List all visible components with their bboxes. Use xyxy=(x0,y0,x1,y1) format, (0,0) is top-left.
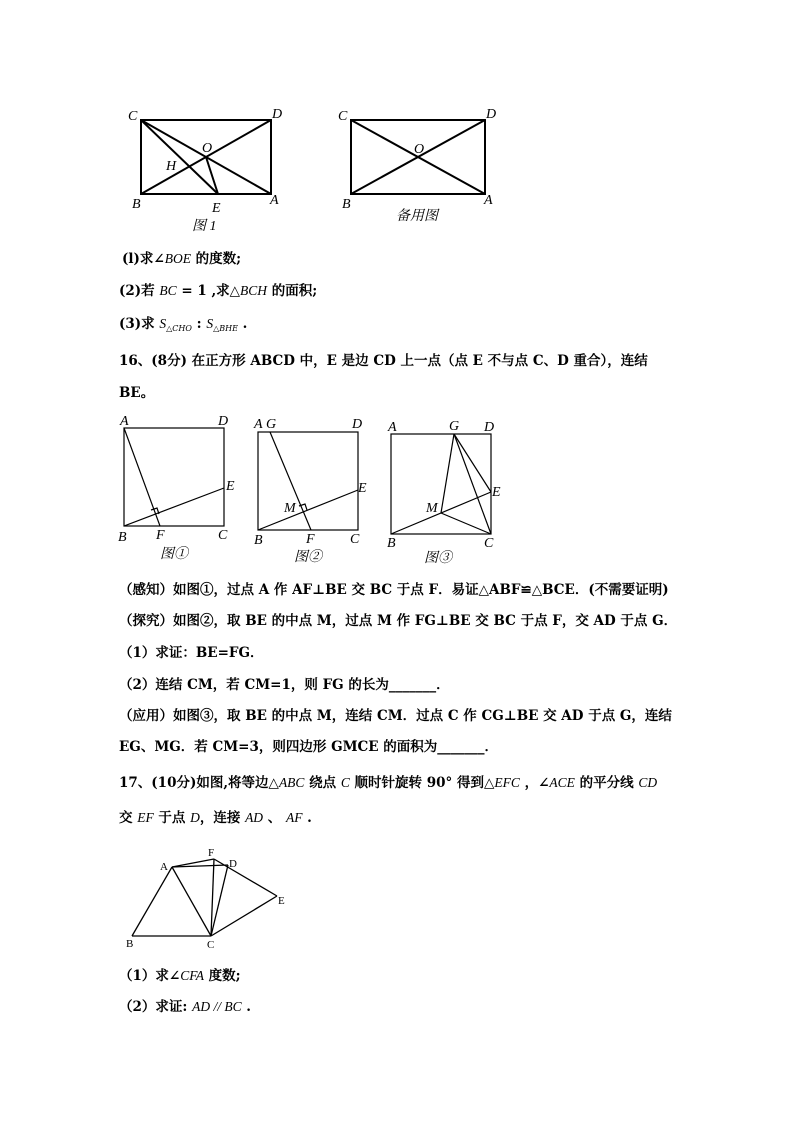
segment-gm xyxy=(441,434,454,513)
q16-figure-2 xyxy=(248,410,383,565)
q17-part1: （1）求∠CFA 度数; xyxy=(119,968,241,984)
figure-spare-caption: 备用图 xyxy=(396,209,438,224)
q15-part2: (2)若 BC = 1 ,求△BCH 的面积; xyxy=(119,283,318,299)
label-c: C xyxy=(207,939,215,951)
q16-title-line1: 16、(8分) 在正方形 ABCD 中，E 是边 CD 上一点（点 E 不与点 C、D 重合），连结 xyxy=(119,353,648,369)
figure-1-caption: 图 1 xyxy=(192,219,217,234)
label-a: A xyxy=(388,420,397,435)
label-a: A xyxy=(120,414,129,429)
q16-figure-1-caption: 图① xyxy=(160,547,188,562)
figure-1-drawing xyxy=(120,100,300,235)
label-m: M xyxy=(284,501,296,516)
q17-part2: （2）求证: AD // BC . xyxy=(119,999,252,1015)
label-e: E xyxy=(226,479,235,494)
square-abcd xyxy=(391,434,491,534)
segment-fe xyxy=(214,859,277,896)
q16-apply-line1: （应用）如图③，取 BE 的中点 M，连结 CM．过点 C 作 CG⊥BE 交 AD 于点 G，连结 xyxy=(119,708,672,724)
label-g: G xyxy=(266,417,277,432)
label-a: A xyxy=(270,193,279,208)
label-b: B xyxy=(132,197,141,212)
q16-figure-1 xyxy=(112,410,242,565)
label-b: B xyxy=(387,536,396,551)
label-d: D xyxy=(484,420,495,435)
q17-figure-drawing xyxy=(120,842,295,952)
q17-figure xyxy=(120,842,295,952)
q16-explore-part2: （2）连结 CM，若 CM=1，则 FG 的长为_______． xyxy=(119,677,450,693)
label-a: A xyxy=(254,417,263,432)
q16-figure-3 xyxy=(382,410,512,570)
label-e: E xyxy=(492,485,501,500)
label-d: D xyxy=(218,414,229,429)
label-e: E xyxy=(278,895,285,907)
label-a: A xyxy=(160,861,168,873)
square-abcd xyxy=(258,432,358,530)
figure-spare-drawing xyxy=(330,100,510,235)
q15-part3: (3)求 $S_{\triangle CHO}$ : $S_{\triangle BHE}$ . xyxy=(119,316,248,333)
q16-figure-2-drawing xyxy=(248,410,383,565)
segment-ac xyxy=(172,867,211,936)
label-e: E xyxy=(212,201,221,216)
label-c: C xyxy=(218,528,228,543)
label-c: C xyxy=(338,109,348,124)
label-h: H xyxy=(166,159,177,174)
label-o: O xyxy=(202,141,213,156)
label-d: D xyxy=(352,417,363,432)
q16-perceive: （感知）如图①，过点 A 作 AF⊥BE 交 BC 于点 F．易证△ABF≌△BCE．(不需要证明) xyxy=(119,582,669,598)
segment-ba xyxy=(132,867,172,936)
figure-1 xyxy=(120,100,300,235)
segment-af xyxy=(124,428,160,526)
label-o: O xyxy=(414,142,425,157)
label-m: M xyxy=(426,501,438,516)
q15-part1: (l)求∠BOE 的度数; xyxy=(122,251,242,267)
segment-mc xyxy=(441,513,491,534)
segment-be xyxy=(124,488,224,526)
label-b: B xyxy=(126,938,134,950)
q16-title-line2: BE。 xyxy=(119,385,155,401)
label-d: D xyxy=(229,858,237,870)
q16-figure-3-caption: 图③ xyxy=(424,551,452,566)
label-c: C xyxy=(350,532,360,547)
figure-spare xyxy=(330,100,510,235)
q16-apply-line2: EG、MG．若 CM=3，则四边形 GMCE 的面积为_______． xyxy=(119,739,499,755)
label-d: D xyxy=(486,107,497,122)
label-b: B xyxy=(342,197,351,212)
square-abcd xyxy=(124,428,224,526)
q16-figure-1-drawing xyxy=(112,410,242,565)
label-b: B xyxy=(254,533,263,548)
label-c: C xyxy=(484,536,494,551)
q17-line1: 17、(10分)如图,将等边△ABC 绕点 C 顺时针旋转 90° 得到△EFC ，∠ACE 的平分线 CD xyxy=(119,775,658,791)
label-f: F xyxy=(156,528,165,543)
label-c: C xyxy=(128,109,138,124)
q17-line2: 交 EF 于点 D，连接 AD 、 AF . xyxy=(119,810,312,826)
segment-ec xyxy=(211,896,277,936)
label-d: D xyxy=(272,107,283,122)
label-a: A xyxy=(484,193,493,208)
q16-figure-3-drawing xyxy=(382,410,512,570)
q16-figure-2-caption: 图② xyxy=(294,550,322,565)
q16-explore-part1: （1）求证：BE=FG． xyxy=(119,645,264,661)
label-e: E xyxy=(358,481,367,496)
label-f: F xyxy=(208,847,215,859)
label-b: B xyxy=(118,530,127,545)
label-g: G xyxy=(449,419,460,434)
q16-explore: （探究）如图②，取 BE 的中点 M，过点 M 作 FG⊥BE 交 BC 于点 F，交 AD 于点 G． xyxy=(119,613,678,629)
label-f: F xyxy=(306,532,315,547)
